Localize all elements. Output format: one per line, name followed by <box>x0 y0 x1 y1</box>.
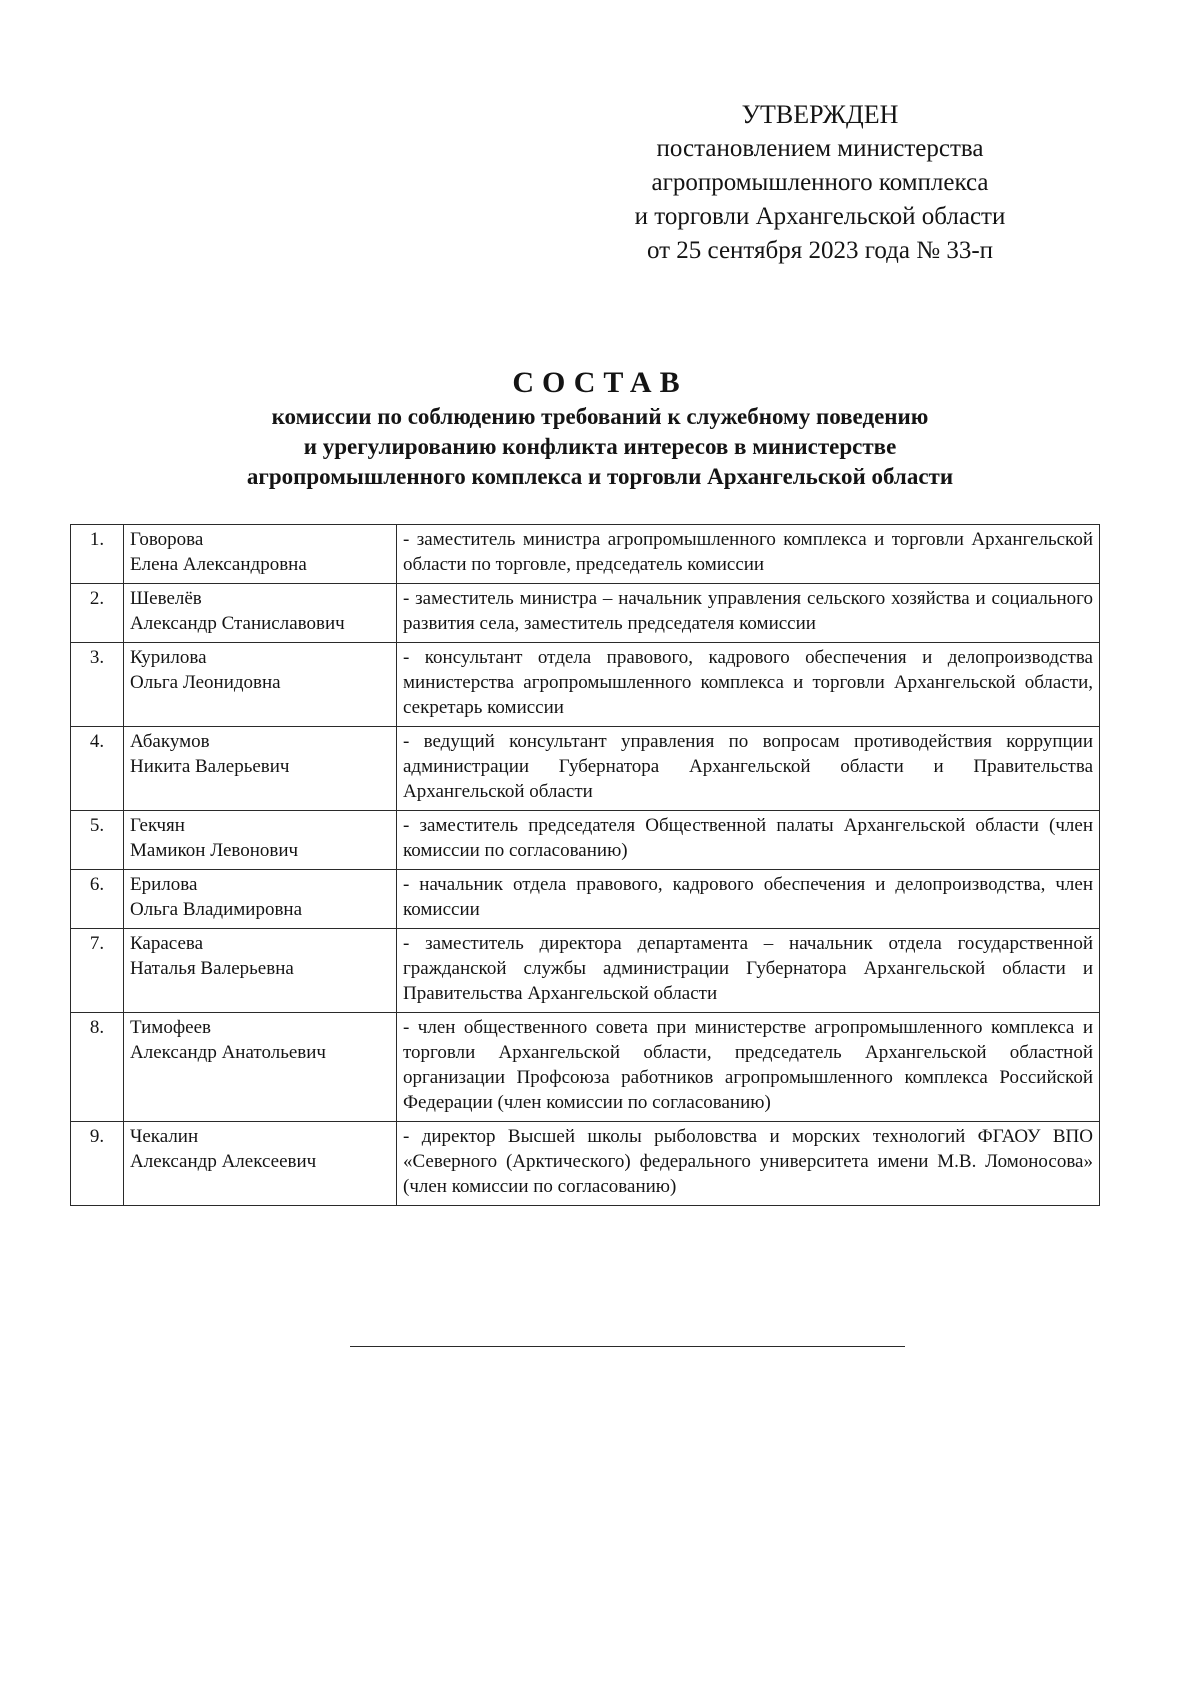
member-given-names: Александр Анатольевич <box>130 1042 326 1063</box>
member-role: - консультант отдела правового, кадрового обеспечения и делопроизводства министерства агропромышленного комплекса и торговли Архангельской области, секретарь комиссии <box>397 643 1100 727</box>
member-given-names: Мамикон Левонович <box>130 840 299 861</box>
member-number: 9. <box>71 1122 124 1206</box>
member-given-names: Александр Станиславович <box>130 613 345 634</box>
member-given-names: Ольга Леонидовна <box>130 672 281 693</box>
member-surname: Чекалин <box>130 1126 199 1147</box>
table-row <box>71 1122 1100 1206</box>
document-title <box>150 364 1050 492</box>
member-role: - заместитель министра агропромышленного комплекса и торговли Архангельской области по торговле, председатель комиссии <box>397 525 1100 584</box>
member-surname: Карасева <box>130 933 204 954</box>
title-main: СОСТАВ <box>512 366 688 399</box>
member-number: 1. <box>71 525 124 584</box>
table-row <box>71 584 1100 643</box>
approval-stamp <box>610 98 1030 268</box>
members-table <box>70 524 1100 1206</box>
table-row <box>71 870 1100 929</box>
approval-line: постановлением министерства <box>656 135 984 162</box>
member-given-names: Елена Александровна <box>130 554 307 575</box>
member-role: - ведущий консультант управления по вопросам противодействия коррупции администрации Губернатора Архангельской области и Правительства Архангельской области <box>397 727 1100 811</box>
table-row <box>71 727 1100 811</box>
member-role: - заместитель министра – начальник управления сельского хозяйства и социального развития села, заместитель председателя комиссии <box>397 584 1100 643</box>
member-name <box>124 1122 397 1206</box>
member-surname: Гекчян <box>130 815 185 836</box>
table-row <box>71 1013 1100 1122</box>
approval-line: от 25 сентября 2023 года № 33-п <box>646 237 994 264</box>
member-number: 7. <box>71 929 124 1013</box>
approval-line: агропромышленного комплекса <box>651 169 989 196</box>
member-role: - начальник отдела правового, кадрового обеспечения и делопроизводства, член комиссии <box>397 870 1100 929</box>
member-given-names: Александр Алексеевич <box>130 1151 317 1172</box>
member-name <box>124 643 397 727</box>
approval-heading: УТВЕРЖДЕН <box>741 100 899 129</box>
member-surname: Абакумов <box>130 731 210 752</box>
member-name <box>124 525 397 584</box>
member-role: - член общественного совета при министерстве агропромышленного комплекса и торговли Архангельской области, председатель Архангельской областной организации Профсоюза работников агропромышленного комплекса Российской Федерации (член комиссии по согласованию) <box>397 1013 1100 1122</box>
table-row <box>71 811 1100 870</box>
member-given-names: Никита Валерьевич <box>130 756 290 777</box>
table-row <box>71 643 1100 727</box>
title-line: комиссии по соблюдению требований к служебному поведению <box>271 404 929 429</box>
member-name <box>124 727 397 811</box>
title-line: агропромышленного комплекса и торговли Архангельской области <box>246 464 954 489</box>
member-role: - директор Высшей школы рыболовства и морских технологий ФГАОУ ВПО «Северного (Арктического) федерального университета имени М.В. Ломоносова» (член комиссии по согласованию) <box>397 1122 1100 1206</box>
member-given-names: Ольга Владимировна <box>130 899 303 920</box>
member-number: 6. <box>71 870 124 929</box>
member-number: 8. <box>71 1013 124 1122</box>
member-name <box>124 1013 397 1122</box>
title-subtitle <box>150 402 1050 492</box>
member-number: 3. <box>71 643 124 727</box>
title-line: и урегулированию конфликта интересов в министерстве <box>303 434 897 459</box>
member-number: 4. <box>71 727 124 811</box>
table-row <box>71 929 1100 1013</box>
member-surname: Тимофеев <box>130 1017 211 1038</box>
member-name <box>124 870 397 929</box>
member-surname: Ерилова <box>130 874 198 895</box>
member-surname: Шевелёв <box>130 588 202 609</box>
member-surname: Говорова <box>130 529 204 550</box>
table-row <box>71 525 1100 584</box>
member-surname: Курилова <box>130 647 207 668</box>
member-role: - заместитель председателя Общественной палаты Архангельской области (член комиссии по согласованию) <box>397 811 1100 870</box>
closing-divider <box>350 1346 905 1347</box>
approval-line: и торговли Архангельской области <box>634 203 1006 230</box>
member-number: 2. <box>71 584 124 643</box>
member-name <box>124 929 397 1013</box>
member-role: - заместитель директора департамента – начальник отдела государственной гражданской службы администрации Губернатора Архангельской области и Правительства Архангельской области <box>397 929 1100 1013</box>
member-name <box>124 584 397 643</box>
member-given-names: Наталья Валерьевна <box>130 958 294 979</box>
member-number: 5. <box>71 811 124 870</box>
member-name <box>124 811 397 870</box>
